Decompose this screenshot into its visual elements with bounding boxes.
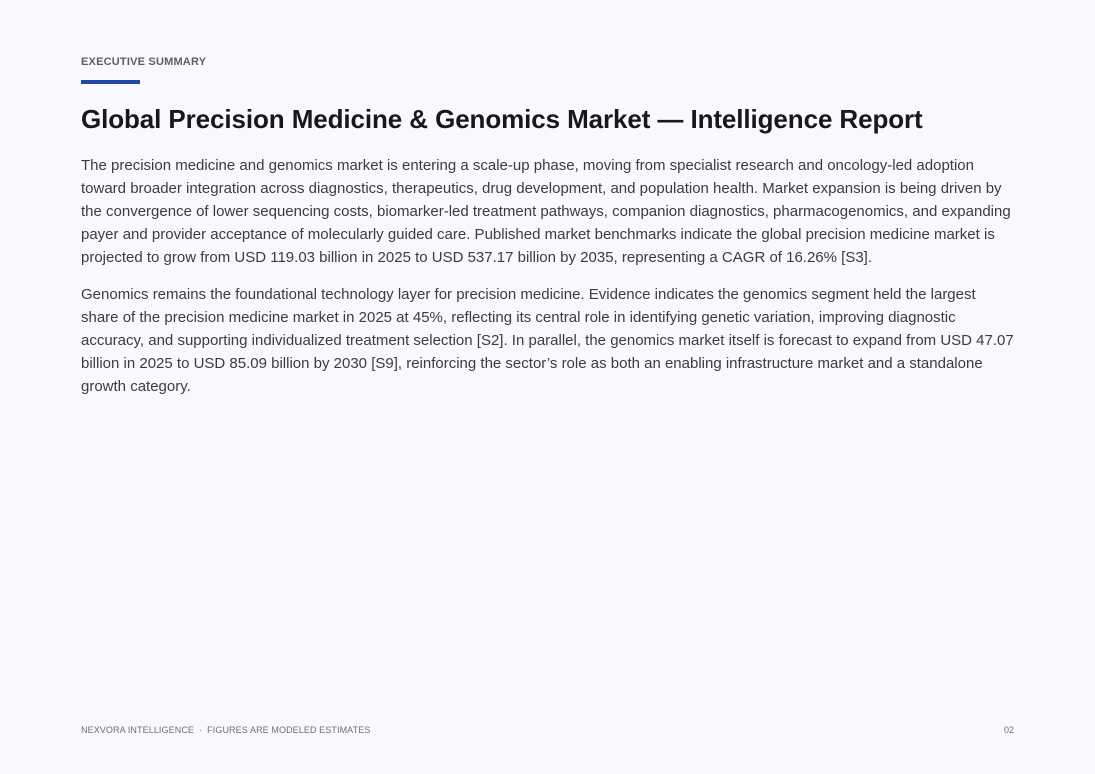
accent-bar: [81, 80, 140, 84]
summary-body: [81, 154, 1017, 412]
footer-separator: ·: [199, 725, 203, 735]
footer-brand: NEXVORA INTELLIGENCE: [81, 725, 195, 735]
page-number: 02: [1003, 725, 1014, 735]
section-label: EXECUTIVE SUMMARY: [81, 56, 207, 68]
footer-note: [81, 725, 370, 735]
page-title: Global Precision Medicine & Genomics Market — Intelligence Report: [81, 104, 923, 134]
footer-disclaimer: FIGURES ARE MODELED ESTIMATES: [207, 725, 371, 735]
summary-paragraph-1: The precision medicine and genomics market is entering a scale-up phase, moving from specialist research and oncology-led adoption toward broader integration across diagnostics, therapeutics, drug development, and population health. Market expansion is being driven by the convergence of lower sequencing costs, biomarker-led treatment pathways, companion diagnostics, pharmacogenomics, and expanding payer and provider acceptance of molecularly guided care. Published market benchmarks indicate the global precision medicine market is projected to grow from USD 119.03 billion in 2025 to USD 537.17 billion by 2035, representing a CAGR of 16.26% [S3].: [81, 157, 1011, 266]
report-page: [81, 0, 1014, 774]
summary-paragraph-2: Genomics remains the foundational technology layer for precision medicine. Evidence indicates the genomics segment held the largest share of the precision medicine market in 2025 at 45%, reflecting its central role in identifying genetic variation, improving diagnostic accuracy, and supporting individualized treatment selection [S2]. In parallel, the genomics market itself is forecast to expand from USD 47.07 billion in 2025 to USD 85.09 billion by 2030 [S9], reinforcing the sector’s role as both an enabling infrastructure market and a standalone growth category.: [81, 286, 1014, 395]
